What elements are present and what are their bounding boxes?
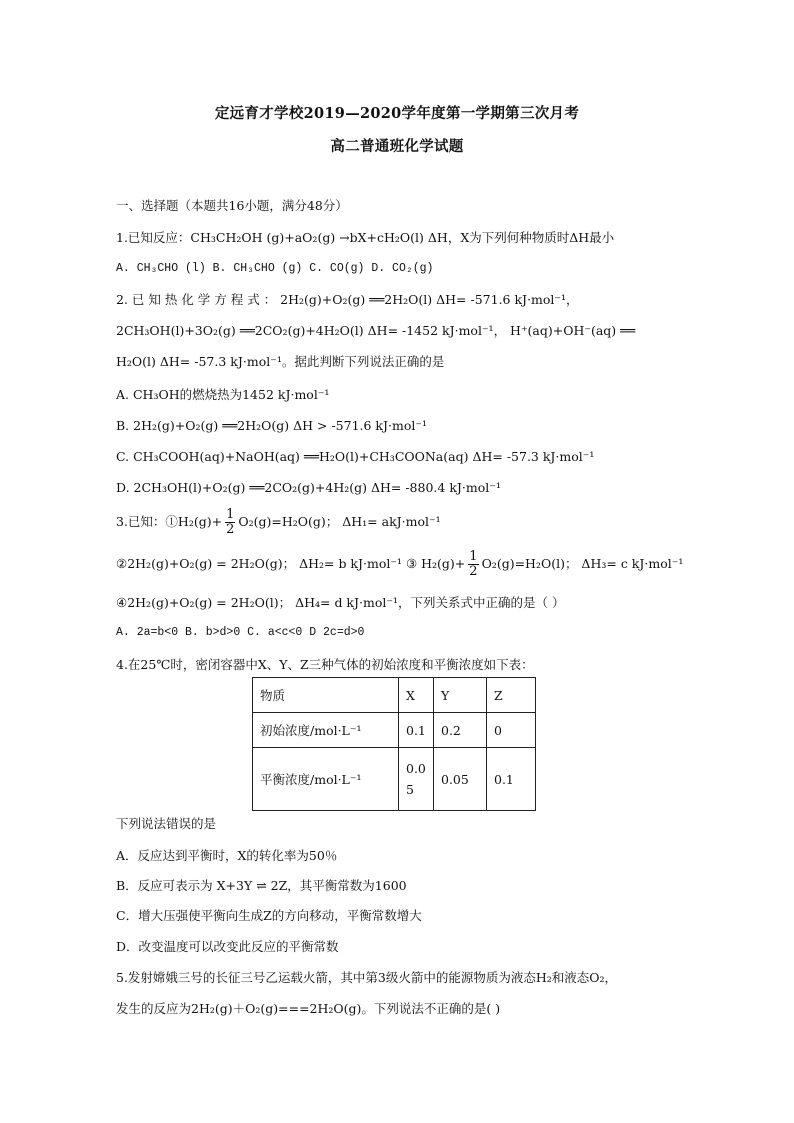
table-header-cell: Z [487, 678, 536, 713]
table-cell: 0 [487, 713, 536, 748]
q2-option-c: C. CH₃COOH(aq)+NaOH(aq) ══H₂O(l)+CH₃COONa(aq) ΔH= -57.3 kJ·mol⁻¹ [116, 449, 595, 464]
q3-line-1-pre: 3.已知：①H₂(g)+ [116, 514, 223, 529]
fraction-denominator: 2 [469, 564, 478, 579]
q1-stem: 1.已知反应：CH₃CH₂OH (g)+aO₂(g) →bX+cH₂O(l) ΔH，X为下列何种物质时ΔH最小 [116, 230, 615, 245]
q5-stem-2: 发生的反应为2H₂(g)＋O₂(g)===2H₂O(g)。下列说法不正确的是( ) [116, 1001, 501, 1016]
fraction-denominator: 2 [226, 522, 235, 537]
table-cell-line: 5 [406, 782, 414, 797]
fraction-numerator: 1 [226, 507, 235, 522]
table-header-cell: 物质 [253, 678, 399, 713]
table-cell: 0.2 [434, 713, 487, 748]
q2-stem-3: H₂O(l) ΔH= -57.3 kJ·mol⁻¹。据此判断下列说法正确的是 [116, 354, 445, 369]
q4-option-c: C．增大压强使平衡向生成Z的方向移动，平衡常数增大 [116, 908, 422, 923]
table-row [253, 748, 536, 811]
q4-option-b: B．反应可表示为 X+3Y ⇌ 2Z，其平衡常数为1600 [116, 878, 407, 893]
q1-options: A. CH₃CHO (l) B. CH₃CHO (g) C. CO(g) D. CO₂(g) [116, 262, 434, 275]
q3-line-2-pre: ②2H₂(g)+O₂(g) = 2H₂O(g)； ΔH₂= b kJ·mol⁻¹ ③ H₂(g)+ [116, 556, 466, 571]
q5-stem-1: 5.发射嫦娥三号的长征三号乙运载火箭，其中第3级火箭中的能源物质为液态H₂和液态O₂， [116, 970, 618, 985]
q4-prompt: 下列说法错误的是 [116, 816, 217, 831]
q2-option-a: A. CH₃OH的燃烧热为1452 kJ·mol⁻¹ [116, 387, 330, 402]
q3-line-1 [116, 508, 441, 537]
q3-options: A. 2a=b<0 B. b>d>0 C. a<c<0 D 2c=d>0 [116, 626, 365, 639]
fraction-one-half [225, 508, 235, 537]
q3-line-2 [116, 550, 683, 579]
table-header-cell: X [399, 678, 434, 713]
table-cell: 初始浓度/mol·L⁻¹ [253, 713, 399, 748]
q4-option-a: A．反应达到平衡时，X的转化率为50％ [116, 848, 338, 863]
table-header-row [253, 678, 536, 713]
fraction-numerator: 1 [469, 549, 478, 564]
table-row [253, 713, 536, 748]
q2-stem-1: 2. 已 知 热 化 学 方 程 式 ： 2H₂(g)+O₂(g) ══2H₂O(l) ΔH= -571.6 kJ·mol⁻¹， [116, 292, 579, 307]
exam-title: 定远育才学校2019—2020学年度第一学期第三次月考 [214, 105, 580, 122]
table-cell-line: 0.0 [406, 761, 426, 776]
table-cell: 0.1 [399, 713, 434, 748]
q3-line-2-post: O₂(g)=H₂O(l)； ΔH₃= c kJ·mol⁻¹ [481, 556, 684, 571]
table-cell [399, 748, 434, 811]
q2-option-d: D. 2CH₃OH(l)+O₂(g) ══2CO₂(g)+4H₂(g) ΔH= -880.4 kJ·mol⁻¹ [116, 480, 501, 495]
q2-stem-2: 2CH₃OH(l)+3O₂(g) ══2CO₂(g)+4H₂O(l) ΔH= -1452 kJ·mol⁻¹， H⁺(aq)+OH⁻(aq) ══ [116, 323, 636, 338]
q4-stem: 4.在25℃时，密闭容器中X、Y、Z三种气体的初始浓度和平衡浓度如下表： [116, 657, 534, 672]
q2-option-b: B. 2H₂(g)+O₂(g) ══2H₂O(g) ΔH > -571.6 kJ·mol⁻¹ [116, 418, 427, 433]
q4-option-d: D．改变温度可以改变此反应的平衡常数 [116, 939, 339, 954]
section-title: 一、选择题（本题共16小题，满分48分） [116, 198, 348, 213]
q3-line-1-post: O₂(g)=H₂O(g)； ΔH₁= akJ·mol⁻¹ [238, 514, 441, 529]
q3-line-3: ④2H₂(g)+O₂(g) = 2H₂O(l)； ΔH₄= d kJ·mol⁻¹，下列关系式中正确的是（ ） [116, 595, 565, 610]
table-cell: 平衡浓度/mol·L⁻¹ [253, 748, 399, 811]
fraction-one-half [468, 550, 478, 579]
table-cell: 0.05 [434, 748, 487, 811]
table-header-cell: Y [434, 678, 487, 713]
table-cell: 0.1 [487, 748, 536, 811]
concentration-table [252, 677, 536, 811]
exam-subtitle: 高二普通班化学试题 [330, 138, 464, 155]
